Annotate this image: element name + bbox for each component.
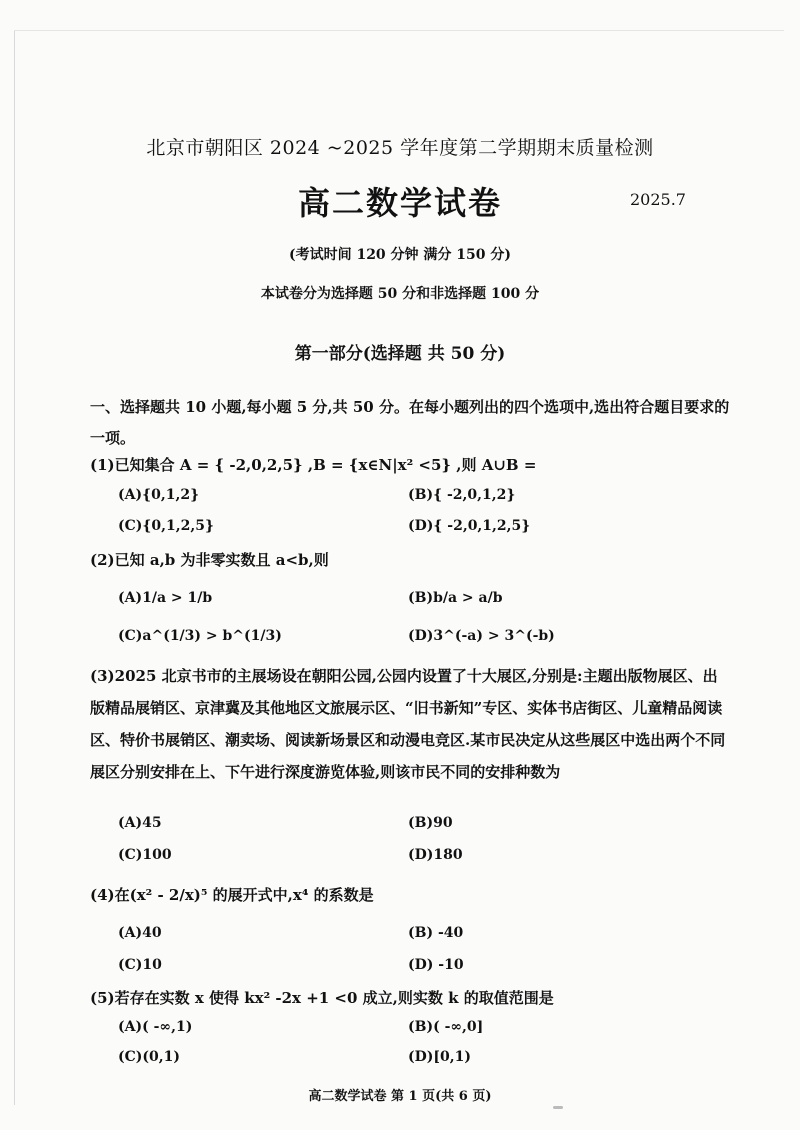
page-edge-top <box>14 30 784 31</box>
question-2-option-c: (C)a^(1/3) > b^(1/3) <box>118 628 282 644</box>
exam-date: 2025.7 <box>630 190 686 209</box>
exam-info: (考试时间 120 分钟 满分 150 分) <box>288 247 512 263</box>
page-footer: 高二数学试卷 第 1 页(共 6 页) <box>308 1089 492 1104</box>
question-1-option-b: (B){ -2,0,1,2} <box>408 487 516 503</box>
section-title: 第一部分(选择题 共 50 分) <box>294 344 506 364</box>
question-4-option-c: (C)10 <box>118 957 162 973</box>
question-4-option-a: (A)40 <box>118 925 162 941</box>
question-3-option-c: (C)100 <box>118 847 172 863</box>
question-2-option-b: (B)b/a > a/b <box>408 590 503 606</box>
question-3-option-d: (D)180 <box>408 847 463 863</box>
score-split-info: 本试卷分为选择题 50 分和非选择题 100 分 <box>260 286 540 302</box>
question-5-option-b: (B)( -∞,0] <box>408 1019 484 1035</box>
question-2-stem: (2)已知 a,b 为非零实数且 a<b,则 <box>90 551 329 569</box>
question-5-option-c: (C)(0,1) <box>118 1049 180 1065</box>
question-4-option-b: (B) -40 <box>408 925 464 941</box>
scan-mark <box>553 1106 563 1109</box>
question-3-stem: (3)2025 北京书市的主展场设在朝阳公园,公园内设置了十大展区,分别是:主题出版物展区、出版精品展销区、京津冀及其他地区文旅展示区、“旧书新知”专区、实体书店街区、儿童精品阅读区、特价书展销区、潮卖场、阅读新场景区和动漫电竞区.某市民决定从这些展区中选出两个不同展区分别安排在上、下午进行深度游览体验,则该市民不同的安排种数为 <box>90 667 726 781</box>
question-5-option-a: (A)( -∞,1) <box>118 1019 193 1035</box>
question-4-stem: (4)在(x² - 2/x)⁵ 的展开式中,x⁴ 的系数是 <box>90 886 374 904</box>
region-title: 北京市朝阳区 2024 ~2025 学年度第二学期期末质量检测 <box>146 137 654 159</box>
question-2-option-a: (A)1/a > 1/b <box>118 590 213 606</box>
question-5-stem: (5)若存在实数 x 使得 kx² -2x +1 <0 成立,则实数 k 的取值范围是 <box>90 989 554 1007</box>
paper-title: 高二数学试卷 <box>297 184 502 222</box>
section-intro: 一、选择题共 10 小题,每小题 5 分,共 50 分。在每小题列出的四个选项中,选出符合题目要求的一项。 <box>90 398 730 447</box>
question-4-option-d: (D) -10 <box>408 957 464 973</box>
question-1-option-d: (D){ -2,0,1,2,5} <box>408 518 531 534</box>
question-2-option-d: (D)3^(-a) > 3^(-b) <box>408 628 555 644</box>
question-5-option-d: (D)[0,1) <box>408 1049 471 1065</box>
question-3-option-a: (A)45 <box>118 815 162 831</box>
question-1-stem: (1)已知集合 A = { -2,0,2,5} ,B = {x∈N|x² <5} ,则 A∪B = <box>90 456 537 474</box>
question-3-option-b: (B)90 <box>408 815 453 831</box>
question-1-option-c: (C){0,1,2,5} <box>118 518 214 534</box>
question-1-option-a: (A){0,1,2} <box>118 487 200 503</box>
